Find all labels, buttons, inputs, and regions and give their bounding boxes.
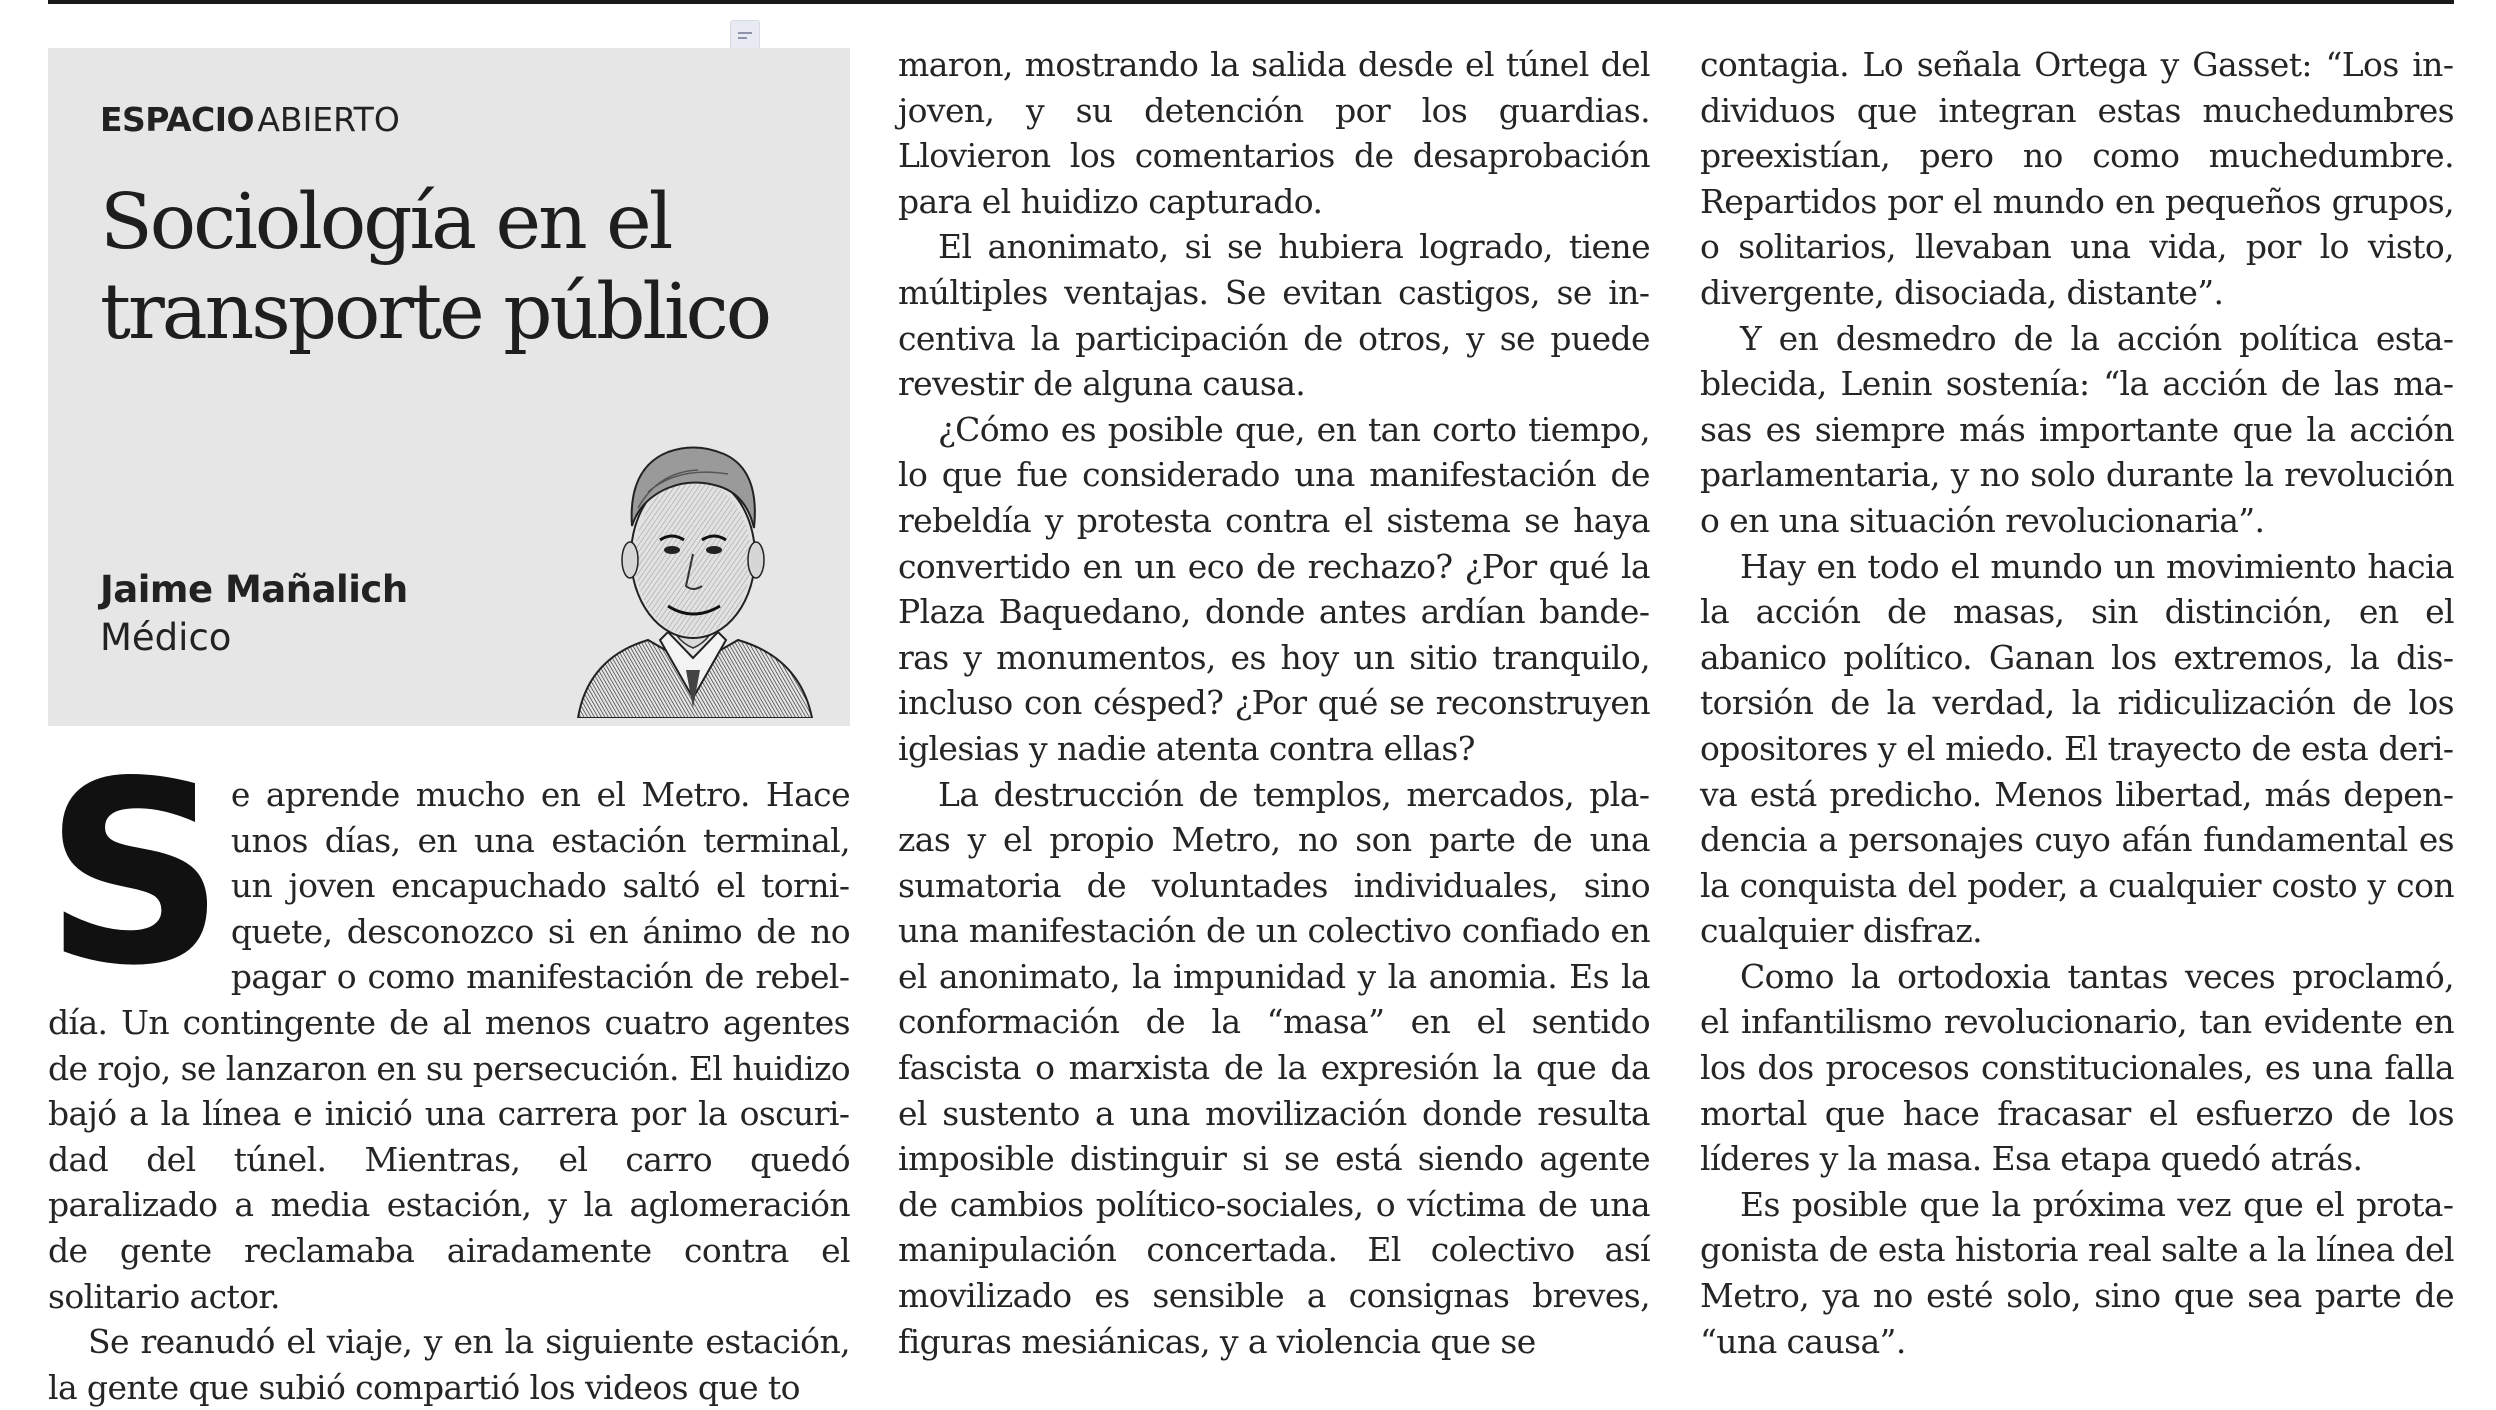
article-paragraph: Como la ortodoxia tantas veces proclamó, el infantilismo revolucionario, tan evidente en los dos procesos constitucionales, es una falla mortal que hace fracasar el esfuerzo de los líderes y la masa. Esa etapa quedó atrás. — [1700, 956, 2454, 1179]
section-kicker — [100, 100, 400, 139]
drop-cap: S — [44, 728, 225, 1021]
author-portrait — [568, 408, 818, 718]
article-column-2 — [898, 42, 1650, 1364]
article-paragraph: contagia. Lo señala Ortega y Gasset: “Los individuos que integran estas muchedumbres preexistían, pero no como muchedumbre. Repartidos por el mundo en pequeños grupos, o solitarios, llevaban una vida, por lo visto, divergente, disociada, distante”. — [1700, 45, 2454, 312]
article-paragraph: La destrucción de templos, mercados, plazas y el propio Metro, no son parte de una sumatoria de voluntades individuales, sino una manifestación de un colectivo confiado en el anonimato, la impunidad y la anomia. Es la conformación de la “masa” en el sentido fascista o marxista de la expresión la que da el sustento a una movilización donde resulta imposible distinguir si se está siendo agente de cambios político-sociales, o víctima de una manipulación concertada. El colectivo así movilizado es sensible a consignas breves, figuras mesiánicas, y a violencia que se — [898, 774, 1650, 1361]
article-paragraph: ¿Cómo es posible que, en tan corto tiempo, lo que fue considerado una manifestación de rebeldía y protesta contra el sistema se haya convertido en un eco de rechazo? ¿Por qué la Plaza Baquedano, donde antes ardían banderas y monumentos, es hoy un sitio tranquilo, incluso con césped? ¿Por qué se reconstruyen iglesias y nadie atenta contra ellas? — [898, 409, 1650, 768]
article-paragraph: maron, mostrando la salida desde el túnel del joven, y su detención por los guardias. Llovieron los comentarios de desaprobación para el huidizo capturado. — [898, 45, 1650, 221]
article-paragraph: El anonimato, si se hubiera logrado, tiene múltiples ventajas. Se evitan castigos, se incentiva la participación de otros, y se puede revestir de alguna causa. — [898, 227, 1650, 404]
author-name: Jaime Mañalich — [100, 568, 408, 611]
article-paragraph: Y en desmedro de la acción política establecida, Lenin sostenía: “la acción de las masas es siempre más importante que la acción parlamentaria, y no solo durante la revolución o en una situación revolucionaria”. — [1700, 318, 2454, 540]
section-kicker-light: ABIERTO — [257, 100, 400, 139]
section-kicker-bold: ESPACIO — [100, 100, 255, 139]
article-paragraph: Hay en todo el mundo un movimiento hacia la acción de masas, sin distinción, en el abanico político. Ganan los extremos, la distorsión de la verdad, la ridiculización de los opositores y el miedo. El trayecto de esta deriva está predicho. Menos libertad, más dependencia a personajes cuyo afán fundamental es la conquista del poder, a cualquier costo y con cualquier disfraz. — [1700, 546, 2454, 951]
article-paragraph — [44, 728, 850, 1319]
article-column-1 — [44, 728, 850, 1410]
header-box — [48, 48, 850, 726]
article-column-3 — [1700, 42, 2454, 1364]
author-role: Médico — [100, 616, 232, 659]
top-rule — [48, 0, 2454, 4]
article-paragraph: Es posible que la próxima vez que el protagonista de esta historia real salte a la línea del Metro, ya no esté solo, sino que sea parte de “una causa”. — [1700, 1184, 2454, 1361]
article-paragraph: Se reanudó el viaje, y en la siguiente estación, la gente que subió compartió los videos que to — [48, 1322, 850, 1407]
paragraph-text: e aprende mucho en el Metro. Hace unos días, en una estación terminal, un joven encapuchado saltó el torniquete, desconozco si en ánimo de no pagar o como manifestación de rebeldía. Un contingente de al menos cuatro agentes de rojo, se lanzaron en su persecución. El huidizo bajó a la línea e inició una carrera por la oscuridad del túnel. Mientras, el carro quedó paralizado a media estación, y la aglomeración de gente reclamaba airadamente contra el solitario actor. — [48, 775, 850, 1316]
headline: Sociología en el transporte público — [100, 178, 770, 357]
